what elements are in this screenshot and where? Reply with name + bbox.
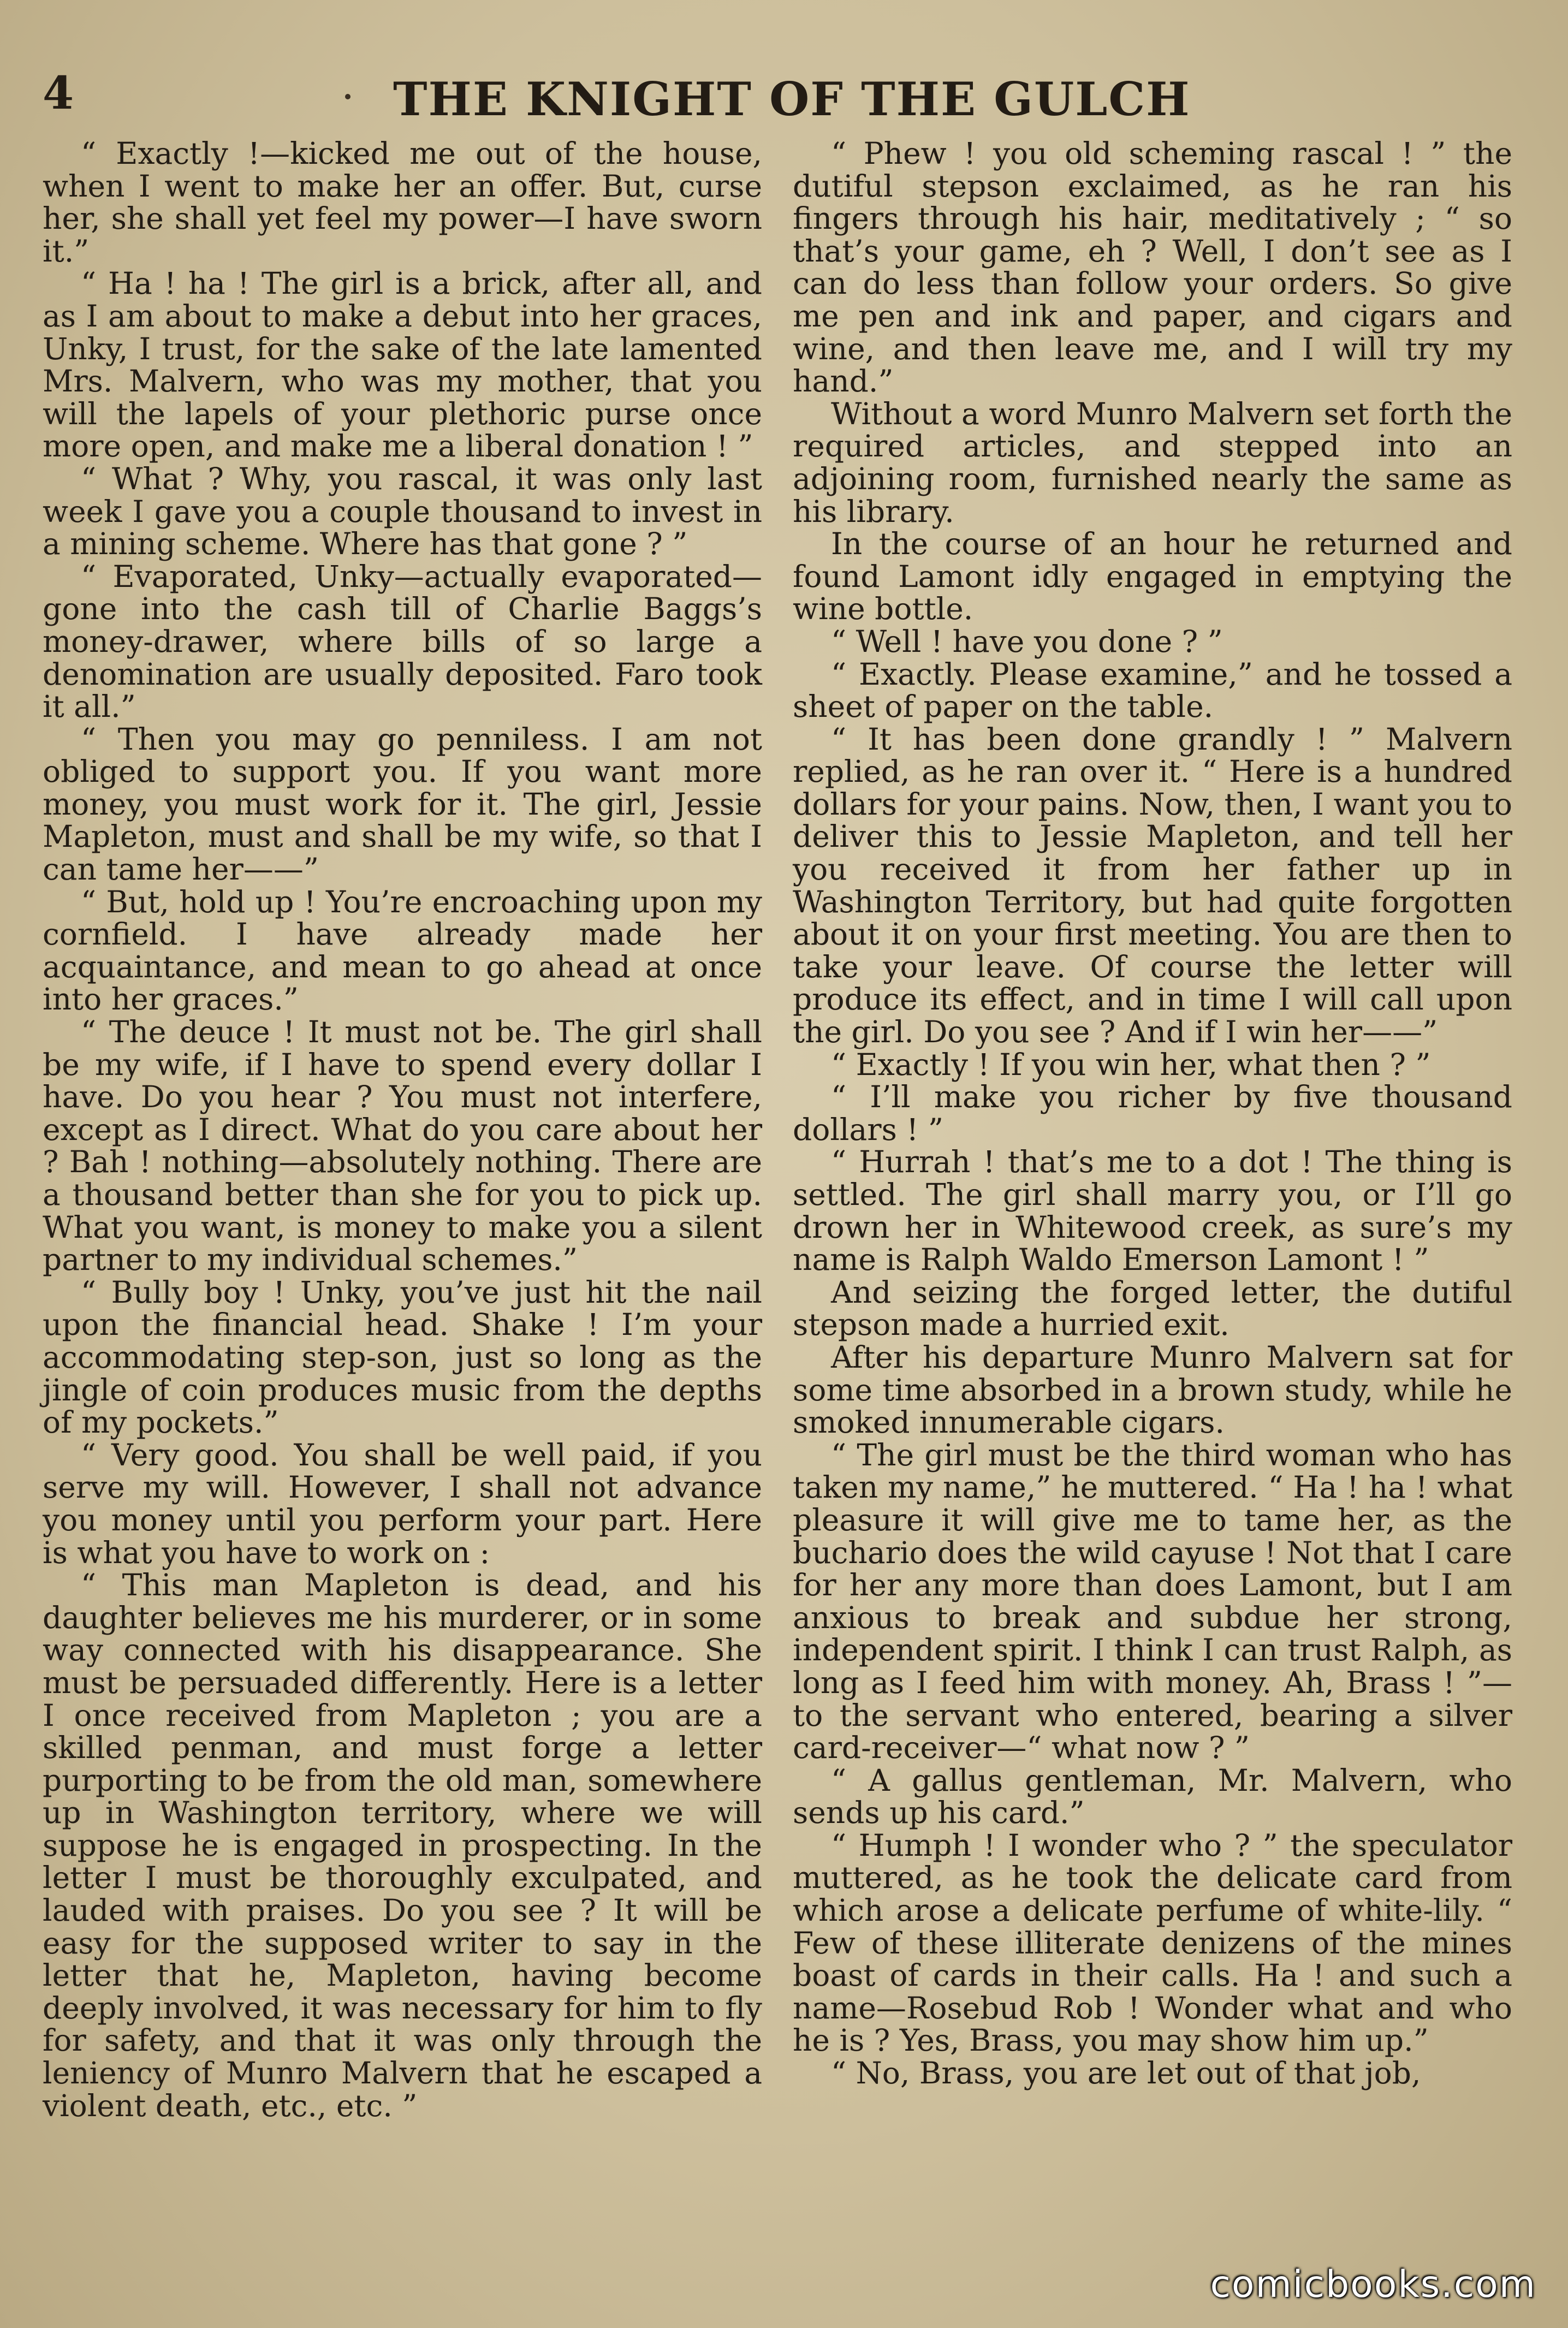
paragraph: “ Exactly !—kicked me out of the house, when I went to make her an offer. But, curse her, she shall yet feel my power—I have sworn it.” <box>43 136 762 269</box>
paragraph: Without a word Munro Malvern set forth the required articles, and stepped into an adjoining room, furnished nearly the same as his library. <box>793 396 1512 529</box>
paragraph: “ Well ! have you done ? ” <box>831 623 1223 659</box>
paragraph: “ Humph ! I wonder who ? ” the speculator muttered, as he took the delicate card from which arose a delicate perfume of white-lily. “ Few of these illiterate denizens of the mines boast of cards in their calls. Ha ! and such a name—Rosebud Rob ! Wonder what and who he is ? Yes, Brass, you may show him up.” <box>793 1827 1512 2058</box>
paragraph: After his departure Munro Malvern sat for some time absorbed in a brown study, while he smoked innumerable cigars. <box>793 1339 1512 1440</box>
right-text-column <box>793 138 1512 2090</box>
paragraph: “ I’ll make you richer by five thousand dollars ! ” <box>793 1079 1512 1147</box>
paragraph: “ Hurrah ! that’s me to a dot ! The thing is settled. The girl shall marry you, or I’ll go drown her in Whitewood creek, as sure’s my name is Ralph Waldo Emerson Lamont ! ” <box>793 1144 1512 1278</box>
paragraph: “ Exactly ! If you win her, what then ? ” <box>831 1047 1431 1082</box>
paragraph: “ It has been done grandly ! ” Malvern replied, as he ran over it. “ Here is a hundred dollars for your pains. Now, then, I want you to deliver this to Jessie Mapleton, and tell her you received it from her father up in Washington Territory, but had quite forgotten about it on your first meeting. You are then to take your leave. Of course the letter will produce its effect, and in time I will call upon the girl. Do you see ? And if I win her——” <box>793 721 1512 1050</box>
paragraph: “ But, hold up ! You’re encroaching upon my cornfield. I have already made her acquaintance, and mean to go ahead at once into her graces.” <box>43 884 762 1017</box>
paragraph: “ This man Mapleton is dead, and his daughter believes me his murderer, or in some way connected with his disappearance. She must be persuaded differently. Here is a letter I once received from Mapleton ; you are a skilled penman, and must forge a letter purporting to be from the old man, somewhere up in Washington territory, where we will suppose he is engaged in prospecting. In the letter I must be thoroughly exculpated, and lauded with praises. Do you see ? It will be easy for the supposed writer to say in the letter that he, Mapleton, having become deeply involved, it was necessary for him to fly for safety, and that it was only through the leniency of Munro Malvern that he escaped a violent death, etc., etc. ” <box>43 1567 762 2123</box>
paragraph: “ Ha ! ha ! The girl is a brick, after all, and as I am about to make a debut into her graces, Unky, I trust, for the sake of the late lamented Mrs. Malvern, who was my mother, that you will the lapels of your plethoric purse once more open, and make me a liberal donation ! ” <box>43 266 762 464</box>
paragraph: “ The deuce ! It must not be. The girl shall be my wife, if I have to spend every dollar I have. Do you hear ? You must not interfere, except as I direct. What do you care about her ? Bah ! nothing—absolutely nothing. There are a thousand better than she for you to pick up. What you want, is money to make you a silent partner to my individual schemes.” <box>43 1014 762 1278</box>
paragraph: “ Exactly. Please examine,” and he tossed a sheet of paper on the table. <box>793 656 1512 724</box>
paragraph: “ A gallus gentleman, Mr. Malvern, who sends up his card.” <box>793 1762 1512 1831</box>
paragraph: In the course of an hour he returned and found Lamont idly engaged in emptying the wine bottle. <box>793 526 1512 627</box>
paragraph: “ What ? Why, you rascal, it was only last week I gave you a couple thousand to invest in a mining scheme. Where has that gone ? ” <box>43 461 762 562</box>
paragraph: “ Bully boy ! Unky, you’ve just hit the nail upon the financial head. Shake ! I’m your accommodating step-son, just so long as the jingle of coin produces music from the depths of my pockets.” <box>43 1274 762 1440</box>
site-watermark: comicbooks.com <box>1210 2263 1536 2306</box>
paragraph: “ No, Brass, you are let out of that job, <box>831 2056 1421 2091</box>
paragraph: “ Very good. You shall be well paid, if you serve my will. However, I shall not advance you money until you perform your part. Here is what you have to work on : <box>43 1437 762 1570</box>
paragraph: “ The girl must be the third woman who has taken my name,” he muttered. “ Ha ! ha ! what pleasure it will give me to tame her, as the buchario does the wild cayuse ! Not that I care for her any more than does Lamont, but I am anxious to break and subdue her strong, independent spirit. I think I can trust Ralph, as long as I feed him with money. Ah, Brass ! ”—to the servant who entered, bearing a silver card-receiver—“ what now ? ” <box>793 1437 1512 1766</box>
paragraph: “ Phew ! you old scheming rascal ! ” the dutiful stepson exclaimed, as he ran his fingers through his hair, meditatively ; “ so that’s your game, eh ? Well, I don’t see as I can do less than follow your orders. So give me pen and ink and paper, and cigars and wine, and then leave me, and I will try my hand.” <box>793 136 1512 399</box>
paragraph: And seizing the forged letter, the dutiful stepson made a hurried exit. <box>793 1274 1512 1343</box>
header-ornament-dot <box>345 94 351 99</box>
running-head: THE KNIGHT OF THE GULCH <box>393 72 1191 126</box>
left-text-column <box>43 138 762 2122</box>
paragraph: “ Then you may go penniless. I am not obliged to support you. If you want more money, you must work for it. The girl, Jessie Mapleton, must and shall be my wife, so that I can tame her——” <box>43 721 762 887</box>
page-number: 4 <box>43 67 74 120</box>
paragraph: “ Evaporated, Unky—actually evaporated—gone into the cash till of Charlie Baggs’s money-drawer, where bills of so large a denomination are usually deposited. Faro took it all.” <box>43 559 762 724</box>
